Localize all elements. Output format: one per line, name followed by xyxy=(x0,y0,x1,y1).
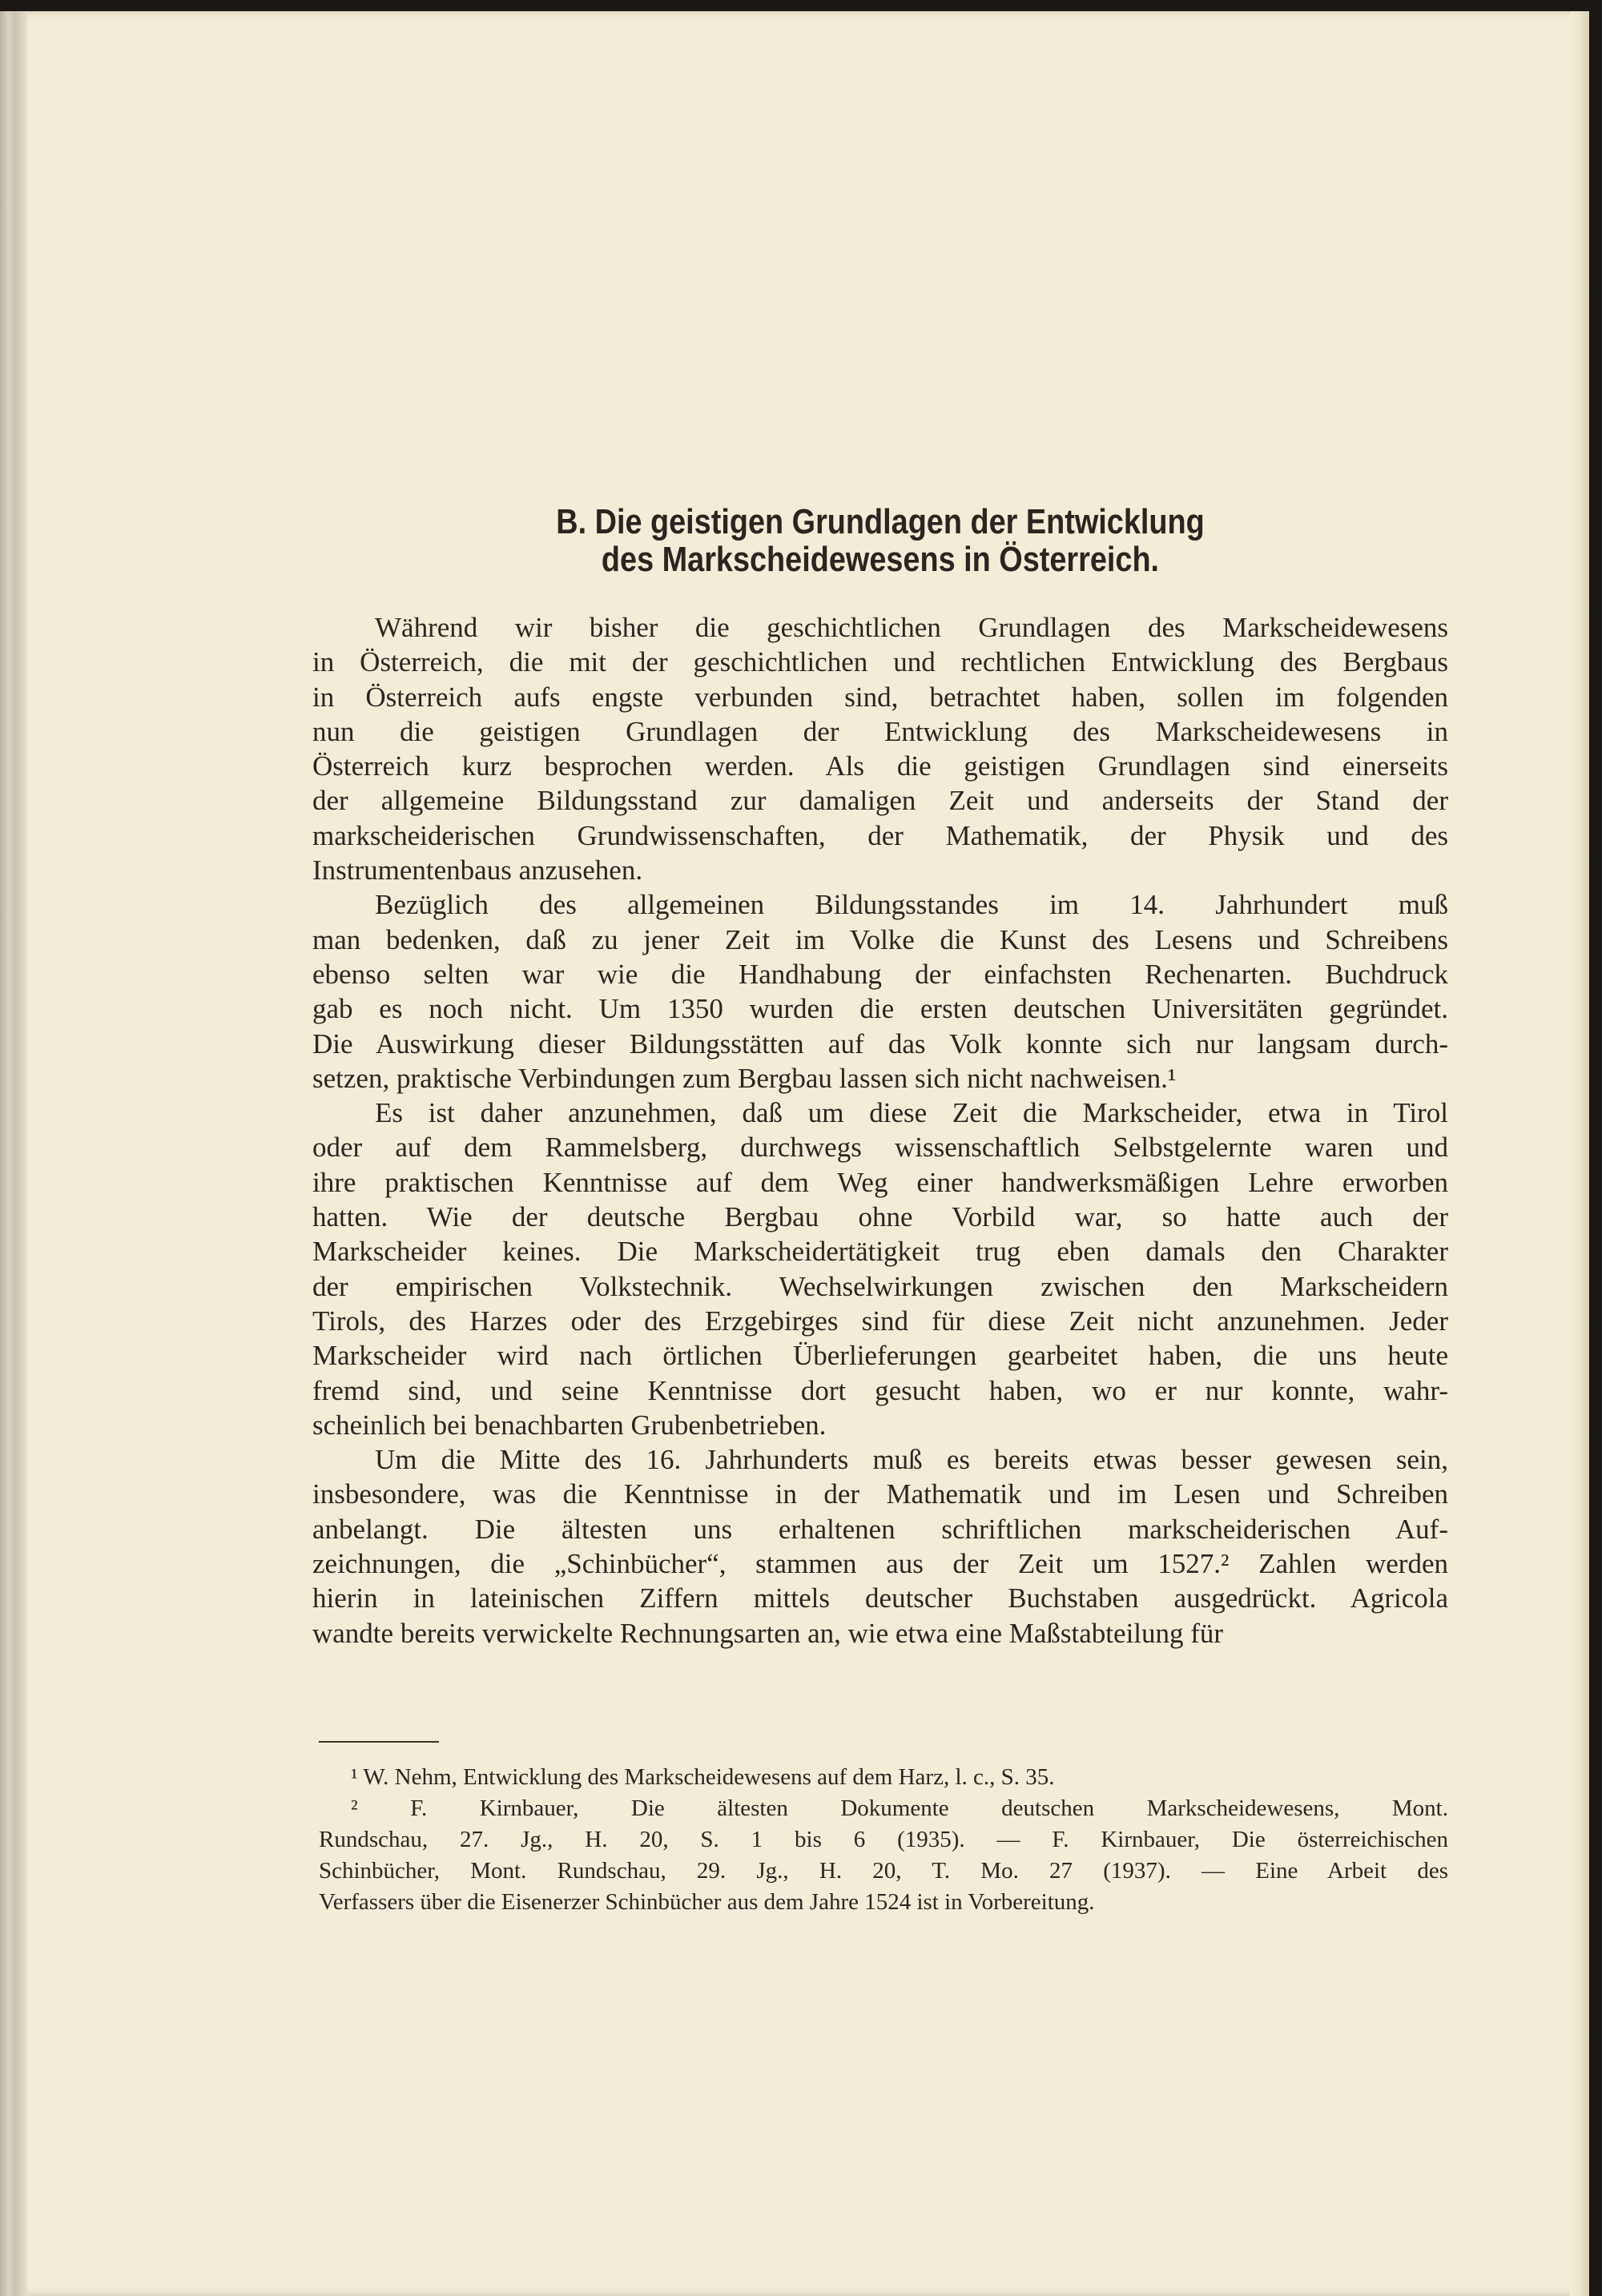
text-line: setzen, praktische Verbindungen zum Bergbau lassen sich nicht nachweisen.¹ xyxy=(312,1062,1177,1094)
page-binding-edge xyxy=(0,11,27,2296)
body-text xyxy=(312,610,1448,1651)
text-line: markscheiderischen Grundwissenschaften, der Mathematik, der Physik und des xyxy=(312,819,1448,851)
text-line: Während wir bisher die geschichtlichen Grundlagen des Markscheidewesens xyxy=(375,612,1448,643)
text-line: insbesondere, was die Kenntnisse in der Mathematik und im Lesen und Schreiben xyxy=(312,1478,1448,1510)
footnote xyxy=(319,1762,1448,1793)
footnotes xyxy=(319,1762,1448,1918)
section-heading-line: B. Die geistigen Grundlagen der Entwicklung xyxy=(556,502,1205,541)
footnote-line: Schinbücher, Mont. Rundschau, 29. Jg., H. 20, T. Mo. 27 (1937). — Eine Arbeit des xyxy=(319,1858,1448,1884)
paragraph xyxy=(312,610,1448,887)
text-line: der allgemeine Bildungsstand zur damaligen Zeit und anderseits der Stand der xyxy=(312,785,1448,817)
text-line: in Österreich aufs engste verbunden sind, betrachtet haben, sollen im folgenden xyxy=(312,681,1448,713)
text-line: hierin in lateinischen Ziffern mittels deutscher Buchstaben ausgedrückt. Agricola xyxy=(312,1582,1448,1614)
footnote xyxy=(319,1793,1448,1918)
text-line: nun die geistigen Grundlagen der Entwicklung des Markscheidewesens in xyxy=(312,715,1448,747)
section-heading-line: des Markscheidewesens in Österreich. xyxy=(601,540,1160,579)
footnote-line: ² F. Kirnbauer, Die ältesten Dokumente deutschen Markscheidewesens, Mont. xyxy=(351,1795,1448,1821)
text-line: Die Auswirkung dieser Bildungsstätten auf das Volk konnte sich nur langsam durch- xyxy=(312,1027,1448,1060)
text-line: oder auf dem Rammelsberg, durchwegs wissenschaftlich Selbstgelernte waren und xyxy=(312,1132,1448,1164)
footnote-divider xyxy=(319,1741,439,1743)
text-line: ihre praktischen Kenntnisse auf dem Weg einer handwerksmäßigen Lehre erworben xyxy=(312,1166,1448,1198)
text-line: Markscheider wird nach örtlichen Überlieferungen gearbeitet haben, die uns heute xyxy=(312,1340,1448,1372)
text-line: scheinlich bei benachbarten Grubenbetrieben. xyxy=(312,1409,827,1441)
text-line: wandte bereits verwickelte Rechnungsarten an, wie etwa eine Maßstabteilung für xyxy=(312,1617,1224,1649)
text-line: man bedenken, daß zu jener Zeit im Volke die Kunst des Lesens und Schreibens xyxy=(312,923,1448,955)
text-line: Österreich kurz besprochen werden. Als die geistigen Grundlagen sind einerseits xyxy=(312,750,1448,782)
text-line: Markscheider keines. Die Markscheidertätigkeit trug eben damals den Charakter xyxy=(312,1236,1448,1268)
page-right-edge xyxy=(1570,11,1589,2296)
paragraph xyxy=(312,1442,1448,1651)
footnote-line: ¹ W. Nehm, Entwicklung des Markscheidewesens auf dem Harz, l. c., S. 35. xyxy=(351,1764,1055,1790)
text-line: in Österreich, die mit der geschichtlichen und rechtlichen Entwicklung des Bergbaus xyxy=(312,646,1448,678)
text-line: hatten. Wie der deutsche Bergbau ohne Vorbild war, so hatte auch der xyxy=(312,1201,1448,1233)
footnote-line: Verfassers über die Eisenerzer Schinbücher aus dem Jahre 1524 ist in Vorbereitung. xyxy=(319,1889,1095,1915)
paragraph xyxy=(312,1096,1448,1442)
text-line: zeichnungen, die „Schinbücher“, stammen aus der Zeit um 1527.² Zahlen werden xyxy=(312,1548,1448,1580)
text-line: Tirols, des Harzes oder des Erzgebirges sind für diese Zeit nicht anzunehmen. Jeder xyxy=(312,1305,1448,1337)
paragraph xyxy=(312,887,1448,1096)
text-line: fremd sind, und seine Kenntnisse dort gesucht haben, wo er nur konnte, wahr- xyxy=(312,1374,1448,1406)
text-line: Instrumentenbaus anzusehen. xyxy=(312,854,643,887)
text-line: der empirischen Volkstechnik. Wechselwirkungen zwischen den Markscheidern xyxy=(312,1270,1448,1302)
text-line: anbelangt. Die ältesten uns erhaltenen schriftlichen markscheiderischen Auf- xyxy=(312,1513,1448,1545)
text-line: ebenso selten war wie die Handhabung der einfachsten Rechenarten. Buchdruck xyxy=(312,958,1448,990)
text-line: Um die Mitte des 16. Jahrhunderts muß es bereits etwas besser gewesen sein, xyxy=(375,1444,1448,1476)
text-line: gab es noch nicht. Um 1350 wurden die ersten deutschen Universitäten gegründet. xyxy=(312,993,1448,1025)
text-line: Bezüglich des allgemeinen Bildungsstandes im 14. Jahrhundert muß xyxy=(375,889,1448,921)
footnote-line: Rundschau, 27. Jg., H. 20, S. 1 bis 6 (1935). — F. Kirnbauer, Die österreichischen xyxy=(319,1827,1448,1852)
section-heading xyxy=(312,503,1448,578)
text-line: Es ist daher anzunehmen, daß um diese Zeit die Markscheider, etwa in Tirol xyxy=(375,1097,1448,1129)
